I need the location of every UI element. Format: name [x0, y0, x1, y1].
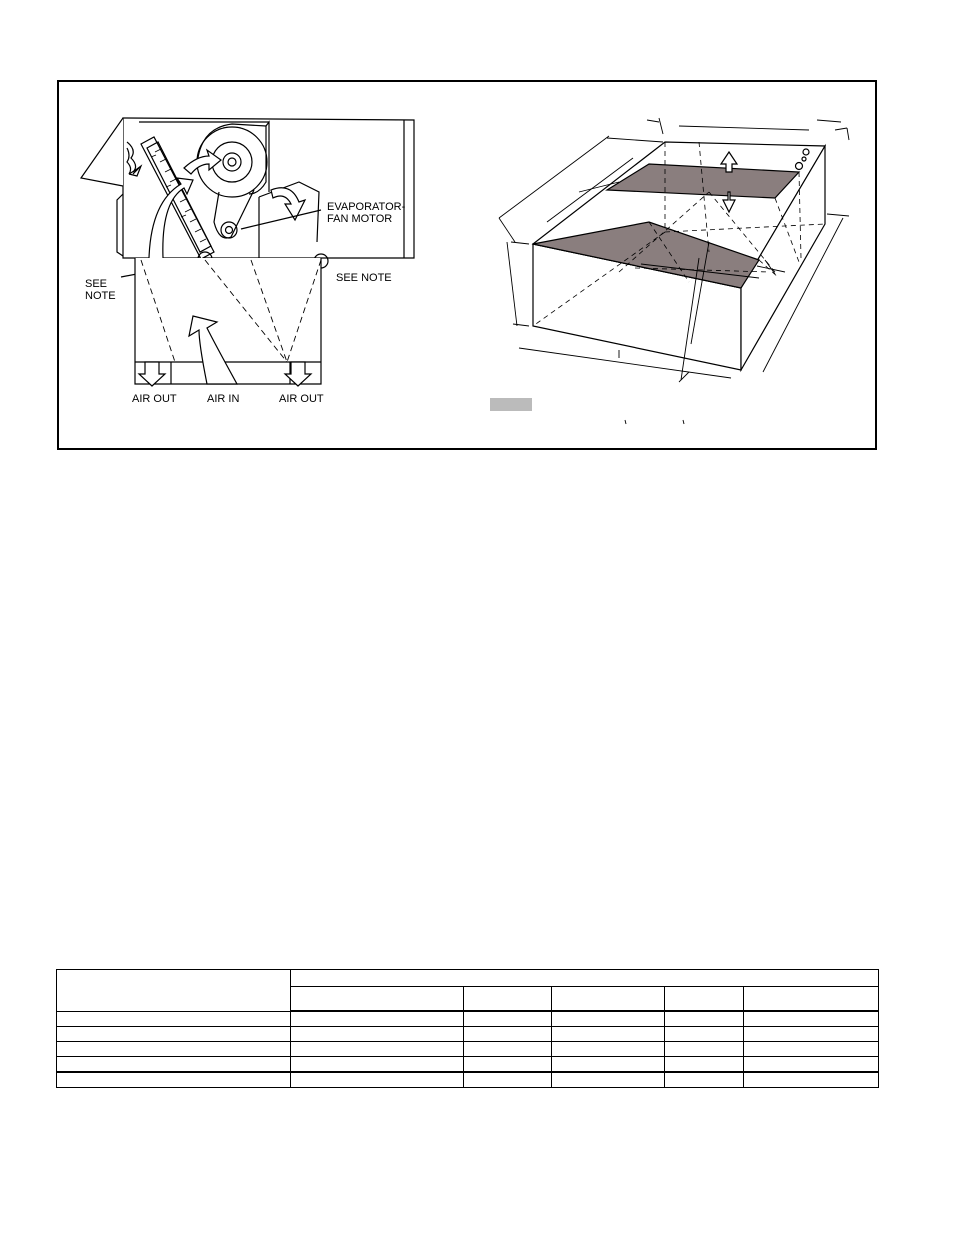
data-table	[56, 969, 879, 1088]
table-header-cell	[464, 987, 552, 1012]
table-header-row-1	[57, 970, 879, 987]
table-row	[57, 1011, 879, 1027]
table-header-cell	[290, 987, 464, 1012]
table-header-cell	[290, 970, 878, 987]
fan-motor-label-line1: EVAPORATOR-	[327, 201, 406, 213]
see-note-right: SEE NOTE	[336, 272, 392, 284]
table-row	[57, 1072, 879, 1088]
fan-motor-label-line2: FAN MOTOR	[327, 213, 393, 225]
air-out-right-label: AIR OUT	[279, 393, 324, 405]
table-row	[57, 1027, 879, 1042]
duct-box-perspective	[499, 118, 849, 424]
table-header-cell	[744, 987, 879, 1012]
table-row	[57, 1042, 879, 1057]
table-header-cell	[552, 987, 665, 1012]
unit-cross-section	[81, 118, 414, 386]
table-header-cell	[665, 987, 744, 1012]
legend-swatch	[490, 398, 532, 411]
air-in-label: AIR IN	[207, 393, 240, 405]
figure-box	[57, 80, 877, 450]
air-out-left-label: AIR OUT	[132, 393, 177, 405]
figure-drawings	[59, 82, 875, 448]
see-note-left-line1: SEE	[85, 278, 108, 290]
see-note-left-line2: NOTE	[85, 290, 116, 302]
table-header-cell	[57, 970, 291, 1012]
table-row	[57, 1057, 879, 1073]
